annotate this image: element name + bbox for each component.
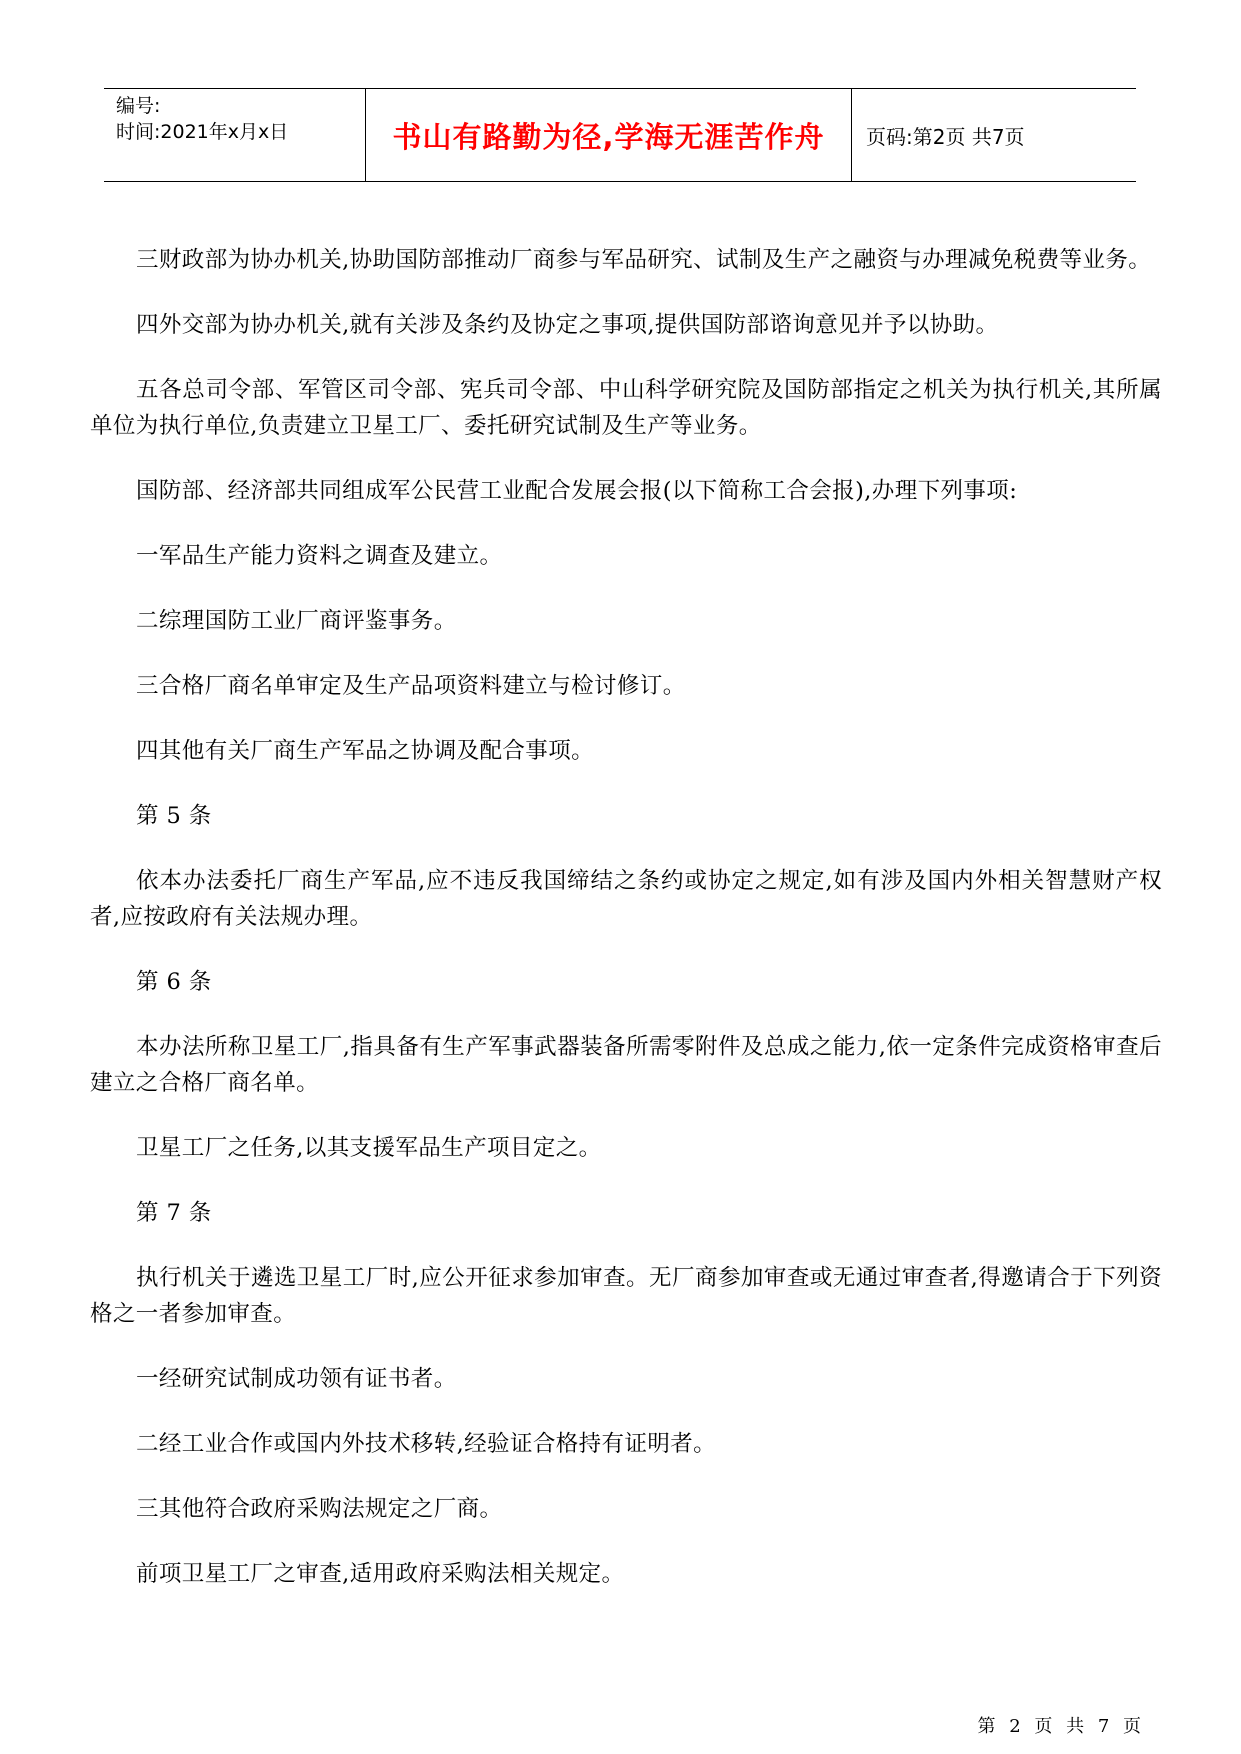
paragraph: 一经研究试制成功领有证书者。 — [136, 1366, 457, 1392]
paragraph: 依本办法委托厂商生产军品,应不违反我国缔结之条约或协定之规定,如有涉及国内外相关智慧财产权者,应按政府有关法规办理。 — [90, 868, 1162, 930]
document-header — [104, 88, 1136, 182]
article-heading: 第 7 条 — [136, 1200, 212, 1226]
paragraph: 一军品生产能力资料之调查及建立。 — [136, 543, 503, 569]
time-label: 时间:2021年x月x日 — [116, 121, 289, 143]
paragraph: 四外交部为协办机关,就有关涉及条约及协定之事项,提供国防部谘询意见并予以协助。 — [136, 312, 999, 338]
paragraph: 三合格厂商名单审定及生产品项资料建立与检讨修订。 — [136, 673, 686, 699]
header-page-cell — [852, 89, 1136, 181]
paragraph: 卫星工厂之任务,以其支援军品生产项目定之。 — [136, 1135, 602, 1161]
motto-text: 书山有路勤为径,学海无涯苦作舟 — [392, 119, 825, 154]
article-heading: 第 5 条 — [136, 803, 212, 829]
document-body — [90, 242, 1162, 1621]
header-motto-cell — [366, 89, 852, 181]
paragraph: 执行机关于遴选卫星工厂时,应公开征求参加审查。无厂商参加审查或无通过审查者,得邀请合于下列资格之一者参加审查。 — [90, 1265, 1162, 1327]
paragraph: 五各总司令部、军管区司令部、宪兵司令部、中山科学研究院及国防部指定之机关为执行机关,其所属单位为执行单位,负责建立卫星工厂、委托研究试制及生产等业务。 — [90, 377, 1162, 439]
paragraph: 三财政部为协办机关,协助国防部推动厂商参与军品研究、试制及生产之融资与办理减免税费等业务。 — [136, 247, 1152, 273]
paragraph: 二经工业合作或国内外技术移转,经验证合格持有证明者。 — [136, 1431, 717, 1457]
paragraph: 国防部、经济部共同组成军公民营工业配合发展会报(以下简称工合会报),办理下列事项: — [136, 478, 1018, 504]
paragraph: 前项卫星工厂之审查,适用政府采购法相关规定。 — [136, 1561, 625, 1587]
article-heading: 第 6 条 — [136, 969, 212, 995]
number-label: 编号: — [116, 95, 161, 117]
paragraph: 四其他有关厂商生产军品之协调及配合事项。 — [136, 738, 595, 764]
paragraph: 二综理国防工业厂商评鉴事务。 — [136, 608, 457, 634]
page-code: 页码:第2页 共7页 — [866, 124, 1025, 149]
header-meta-cell — [104, 89, 366, 181]
paragraph: 本办法所称卫星工厂,指具备有生产军事武器装备所需零附件及总成之能力,依一定条件完成资格审查后建立之合格厂商名单。 — [90, 1034, 1162, 1096]
page-footer: 第 2 页 共 7 页 — [977, 1716, 1145, 1737]
paragraph: 三其他符合政府采购法规定之厂商。 — [136, 1496, 503, 1522]
